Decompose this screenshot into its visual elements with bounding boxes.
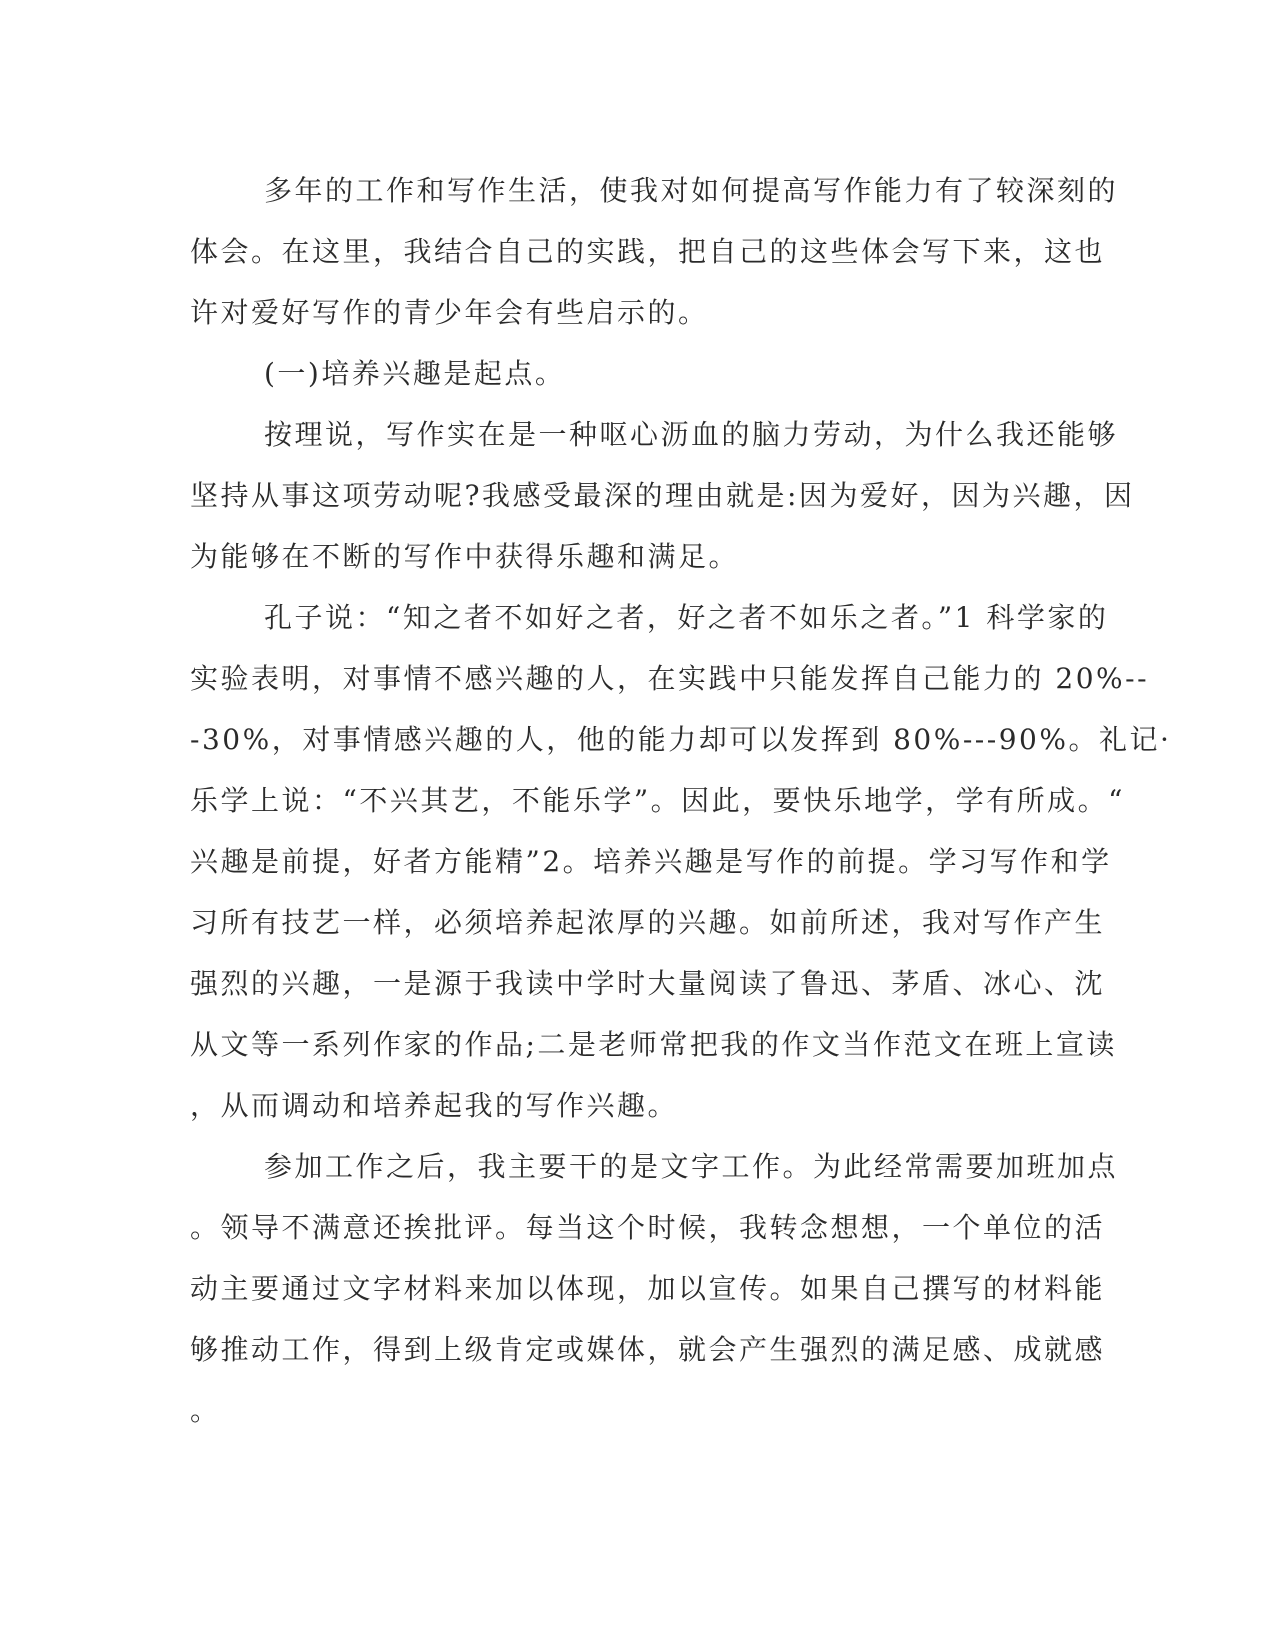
text-line: 多年的工作和写作生活，使我对如何提高写作能力有了较深刻的 [264,174,1119,207]
text-line: -30%，对事情感兴趣的人，他的能力却可以发挥到 80%---90%。礼记· [190,723,1172,756]
text-line: 坚持从事这项劳动呢?我感受最深的理由就是:因为爱好，因为兴趣，因 [190,479,1135,512]
text-line: 强烈的兴趣，一是源于我读中学时大量阅读了鲁迅、茅盾、冰心、沈 [190,967,1106,1000]
text-line: 。 [190,1394,221,1427]
text-line: 习所有技艺一样，必须培养起浓厚的兴趣。如前所述，我对写作产生 [190,906,1106,939]
text-line: 体会。在这里，我结合自己的实践，把自己的这些体会写下来，这也 [190,235,1106,268]
text-line: 实验表明，对事情不感兴趣的人，在实践中只能发挥自己能力的 20%-- [190,662,1150,695]
text-line: 乐学上说：“不兴其艺，不能乐学”。因此，要快乐地学，学有所成。“ [190,784,1125,817]
text-line: ，从而调动和培养起我的写作兴趣。 [190,1089,679,1122]
text-line: 为能够在不断的写作中获得乐趣和满足。 [190,540,740,573]
section-heading: (一)培养兴趣是起点。 [264,357,566,390]
text-line: 兴趣是前提，好者方能精”2。培养兴趣是写作的前提。学习写作和学 [190,845,1112,878]
text-line: 动主要通过文字材料来加以体现，加以宣传。如果自己撰写的材料能 [190,1272,1106,1305]
text-line: 孔子说：“知之者不如好之者，好之者不如乐之者。”1 科学家的 [264,601,1109,634]
text-line: 许对爱好写作的青少年会有些启示的。 [190,296,709,329]
body-text [190,160,1172,1441]
text-line: 从文等一系列作家的作品;二是老师常把我的作文当作范文在班上宣读 [190,1028,1117,1061]
text-line: 按理说，写作实在是一种呕心沥血的脑力劳动，为什么我还能够 [264,418,1119,451]
text-line: 参加工作之后，我主要干的是文字工作。为此经常需要加班加点 [264,1150,1119,1183]
text-line: 。领导不满意还挨批评。每当这个时候，我转念想想，一个单位的活 [190,1211,1106,1244]
text-line: 够推动工作，得到上级肯定或媒体，就会产生强烈的满足感、成就感 [190,1333,1106,1366]
